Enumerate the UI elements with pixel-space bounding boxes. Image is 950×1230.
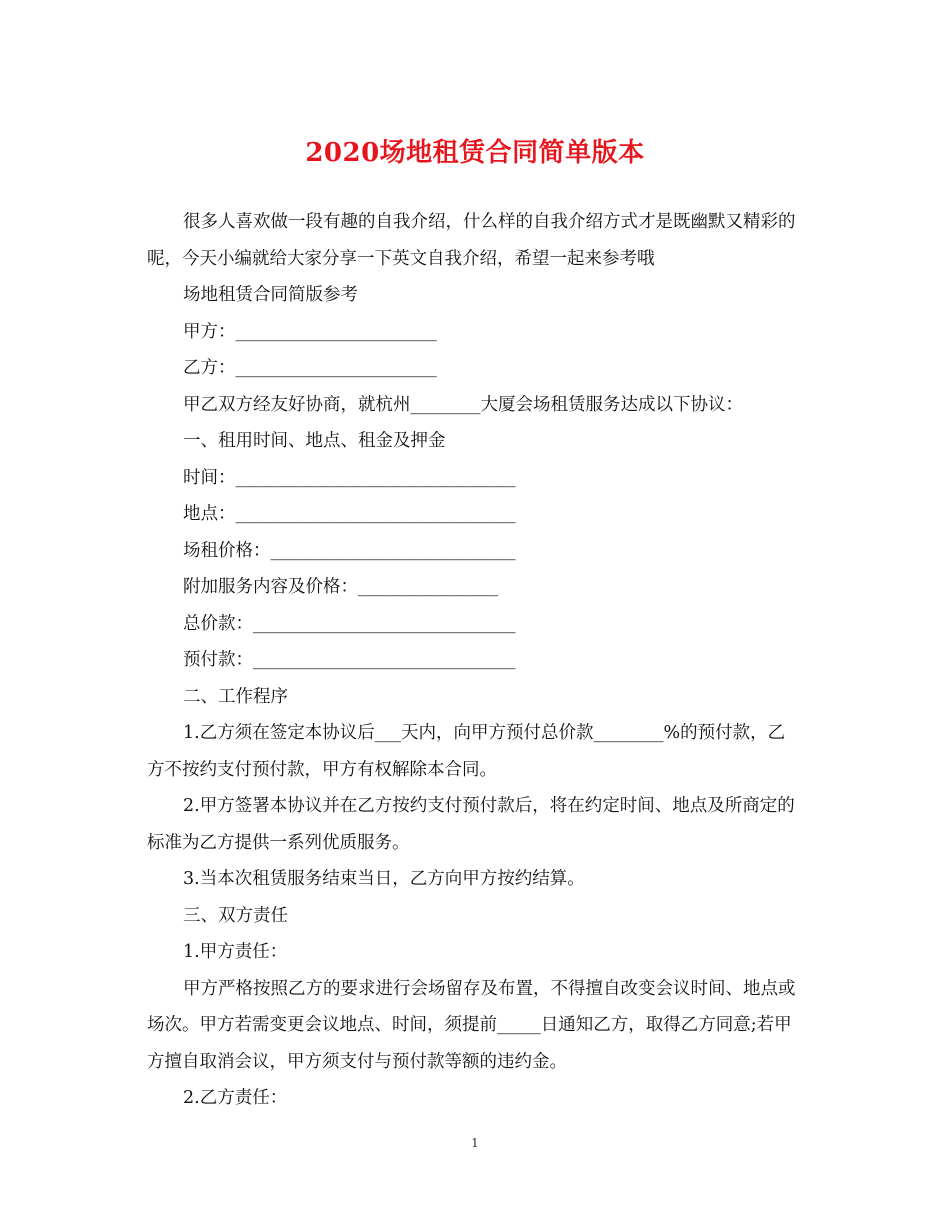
rent-price-field: 场租价格：____________________________ xyxy=(183,540,516,561)
location-field: 地点：________________________________ xyxy=(183,504,516,524)
party-a-field: 甲方：_______________________ xyxy=(183,321,437,342)
procedure-clause-2: 2.甲方签署本协议并在乙方按约支付预付款后，将在约定时间、地点及所商定的标准为乙方提供一系列优质服务。 xyxy=(147,796,795,853)
party-b-duty-heading: 2.乙方责任： xyxy=(183,1088,288,1108)
procedure-clause-3: 3.当本次租赁服务结束当日，乙方向甲方按约结算。 xyxy=(183,869,585,889)
intro-paragraph: 很多人喜欢做一段有趣的自我介绍，什么样的自我介绍方式才是既幽默又精彩的呢，今天小编就给大家分享一下英文自我介绍，希望一起来参考哦 xyxy=(147,212,796,269)
document-body xyxy=(147,204,802,1117)
section-heading-2: 二、工作程序 xyxy=(183,686,288,707)
time-field: 时间：________________________________ xyxy=(183,467,516,488)
party-a-duty-text: 甲方严格按照乙方的要求进行会场留存及布置，不得擅自改变会议时间、地点或场次。甲方若需变更会议地点、时间，须提前_____日通知乙方，取得乙方同意;若甲方擅自取消会议，甲方须支付与预付款等额的违约金。 xyxy=(147,978,796,1072)
page-number: 1 xyxy=(471,1136,479,1150)
contract-subtitle: 场地租赁合同简版参考 xyxy=(183,285,358,305)
section-heading-1: 一、租用时间、地点、租金及押金 xyxy=(183,431,446,451)
agreement-preamble: 甲乙双方经友好协商，就杭州________大厦会场租赁服务达成以下协议： xyxy=(183,394,743,415)
prepayment-field: 预付款：______________________________ xyxy=(183,650,516,670)
document-title: 2020场地租赁合同简单版本 xyxy=(305,138,645,168)
section-heading-3: 三、双方责任 xyxy=(183,905,288,926)
procedure-clause-1: 1.乙方须在签定本协议后___天内，向甲方预付总价款________%的预付款，乙方不按约支付预付款，甲方有权解除本合同。 xyxy=(147,723,786,780)
party-b-field: 乙方：_______________________ xyxy=(183,358,437,378)
total-price-field: 总价款：______________________________ xyxy=(183,613,516,634)
extra-service-field: 附加服务内容及价格：________________ xyxy=(183,577,498,597)
party-a-duty-heading: 1.甲方责任： xyxy=(183,942,288,962)
